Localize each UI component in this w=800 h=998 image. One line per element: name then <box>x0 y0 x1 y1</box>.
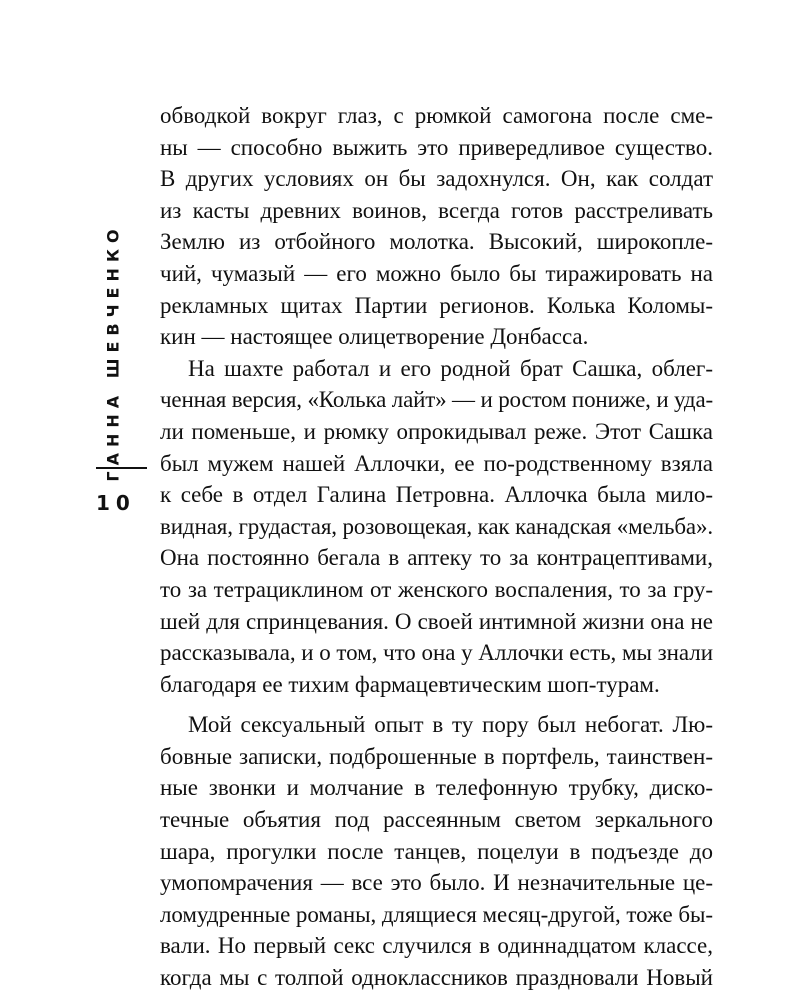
text-line: рассказывала, и о том, что она у Аллочки есть, мы знали <box>160 640 713 666</box>
text-line: кин — настоящее олицетворение Донбасса. <box>160 324 589 350</box>
text-line: На шахте работал и его родной брат Сашка, облег- <box>188 355 713 381</box>
text-line: шей для спринцевания. О своей интимной жизни она не <box>160 608 713 634</box>
text-line: когда мы с толпой одноклассников праздновали Новый <box>160 965 713 991</box>
page-number: 10 <box>96 491 136 515</box>
text-line: благодаря ее тихим фармацевтическим шоп-турам. <box>160 671 660 697</box>
text-line: ломудренные романы, длящиеся месяц-другой, тоже бы- <box>160 901 713 927</box>
text-line: вали. Но первый секс случился в одиннадцатом классе, <box>160 933 713 959</box>
paragraph-1 <box>160 100 713 353</box>
text-line: к себе в отдел Галина Петровна. Аллочка была мило- <box>160 482 713 508</box>
text-line: рекламных щитах Партии регионов. Колька Коломы- <box>160 292 713 318</box>
text-line: из касты древних воинов, всегда готов расстреливать <box>160 197 713 223</box>
text-line: то за тетрациклином от женского воспаления, то за гру- <box>160 576 713 602</box>
body-text <box>160 100 713 994</box>
text-line: В других условиях он бы задохнулся. Он, как солдат <box>160 166 713 192</box>
text-line: Мой сексуальный опыт в ту пору был небогат. Лю- <box>188 712 713 738</box>
text-line: ли поменьше, и рюмку опрокидывал реже. Этот Сашка <box>160 418 713 444</box>
text-line: бовные записки, подброшенные в портфель, таинствен- <box>160 743 713 769</box>
text-line: Землю из отбойного молотка. Высокий, широкопле- <box>160 229 713 255</box>
text-line: шара, прогулки после танцев, поцелуи в подъезде до <box>160 838 713 864</box>
author-name: ГАННА ШЕВЧЕНКО <box>103 223 123 482</box>
text-line: ченная версия, «Колька лайт» — и ростом пониже, и уда- <box>160 387 713 413</box>
text-line: чий, чумазый — его можно было бы тиражировать на <box>160 260 713 286</box>
header-divider <box>96 467 147 469</box>
text-line: обводкой вокруг глаз, с рюмкой самогона после сме- <box>160 103 713 128</box>
running-header-author <box>93 223 133 482</box>
text-line: ные звонки и молчание в телефонную трубку, диско- <box>160 775 713 801</box>
text-line: был мужем нашей Аллочки, ее по-родственному взяла <box>160 450 713 476</box>
text-line: течные объятия под рассеянным светом зеркального <box>160 807 713 833</box>
paragraph-2 <box>160 353 713 701</box>
text-line: видная, грудастая, розовощекая, как канадская «мельба». <box>160 513 713 539</box>
text-line: умопомрачения — все это было. И незначительные це- <box>160 870 713 896</box>
paragraph-3 <box>160 709 713 993</box>
text-line: Она постоянно бегала в аптеку то за контрацептивами, <box>160 545 713 571</box>
text-line: ны — способно выжить это привередливое существо. <box>160 134 713 160</box>
